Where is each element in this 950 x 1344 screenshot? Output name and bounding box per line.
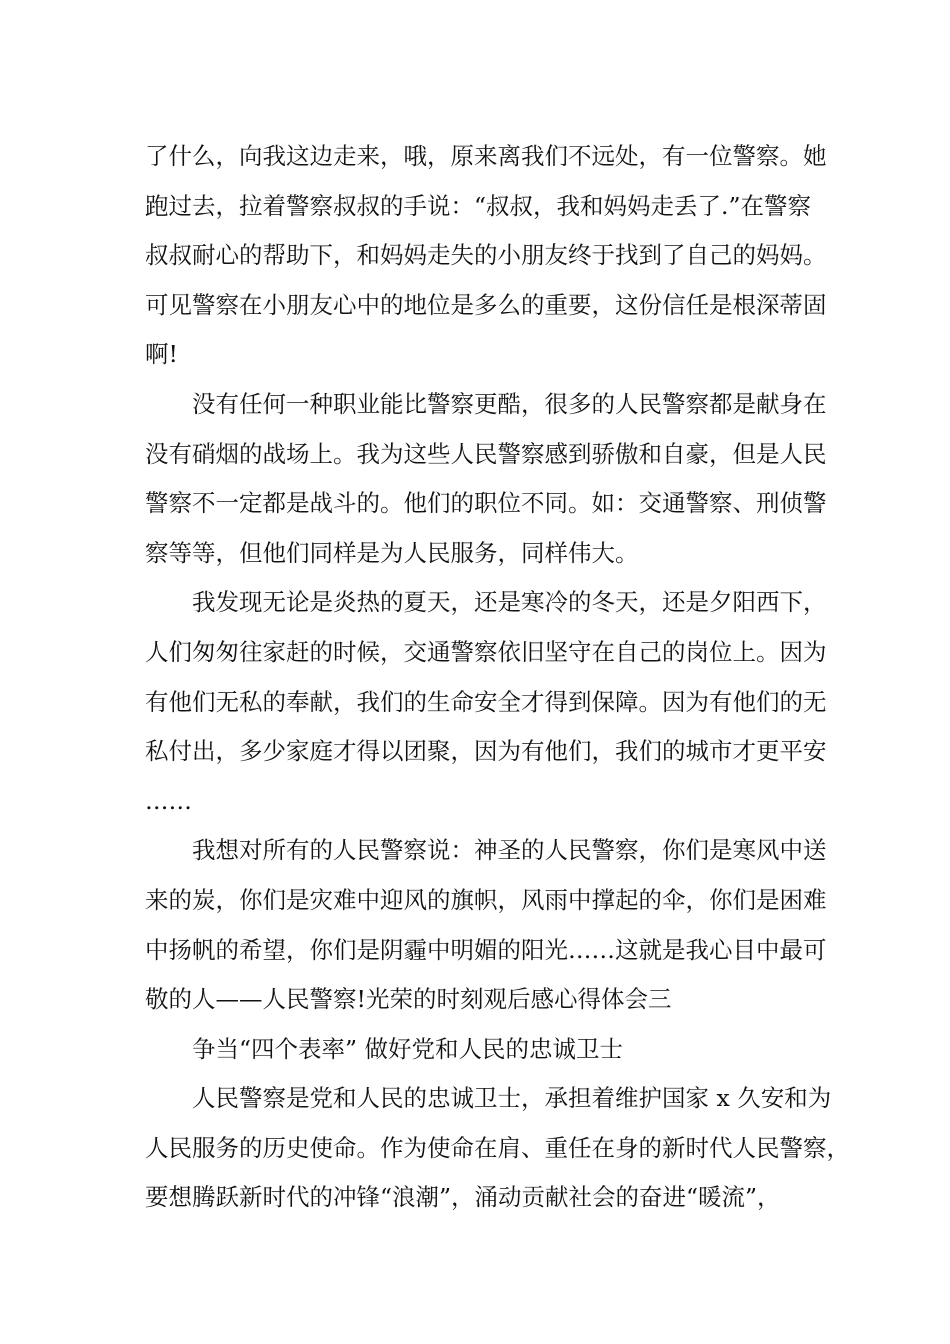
text-line: 人们匆匆往家赶的时候，交通警察依旧坚守在自己的岗位上。因为 xyxy=(145,637,827,666)
text-line: 没有硝烟的战场上。我为这些人民警察感到骄傲和自豪，但是人民 xyxy=(145,439,827,468)
text-line: 我想对所有的人民警察说：神圣的人民警察，你们是寒风中送 xyxy=(192,836,827,865)
paragraph xyxy=(145,1074,850,1223)
text-line: …… xyxy=(145,786,192,815)
section-heading xyxy=(145,1025,825,1075)
text-line: 敬的人——人民警察!光荣的时刻观后感心得体会三 xyxy=(145,985,672,1014)
text-line: 我发现无论是炎热的夏天，还是寒冷的冬天，还是夕阳西下， xyxy=(192,588,827,617)
text-line: 人民警察是党和人民的忠诚卫士，承担着维护国家 x 久安和为 xyxy=(192,1084,832,1113)
text-line: 跑过去，拉着警察叔叔的手说：“叔叔，我和妈妈走丢了.”在警察 xyxy=(145,191,811,220)
text-line: 争当“四个表率” 做好党和人民的忠诚卫士 xyxy=(192,1034,623,1063)
body-text xyxy=(145,132,850,1223)
paragraph xyxy=(145,380,825,578)
text-line: 人民服务的历史使命。作为使命在肩、重任在身的新时代人民警察， xyxy=(145,1133,850,1162)
text-line: 要想腾跃新时代的冲锋“浪潮”，涌动贡献社会的奋进“暖流”， xyxy=(145,1183,781,1212)
text-line: 叔叔耐心的帮助下，和妈妈走失的小朋友终于找到了自己的妈妈。 xyxy=(145,241,827,270)
text-line: 警察不一定都是战斗的。他们的职位不同。如：交通警察、刑侦警 xyxy=(145,489,827,518)
text-line: 有他们无私的奉献，我们的生命安全才得到保障。因为有他们的无 xyxy=(145,687,827,716)
text-line: 可见警察在小朋友心中的地位是多么的重要，这份信任是根深蒂固 xyxy=(145,290,827,319)
paragraph xyxy=(145,826,825,1024)
paragraph xyxy=(145,132,825,380)
paragraph xyxy=(145,578,825,826)
text-line: 中扬帆的希望，你们是阴霾中明媚的阳光……这就是我心目中最可 xyxy=(145,935,827,964)
text-line: 来的炭，你们是灾难中迎风的旗帜，风雨中撑起的伞，你们是困难 xyxy=(145,885,827,914)
text-line: 啊! xyxy=(145,340,178,369)
text-line: 察等等，但他们同样是为人民服务，同样伟大。 xyxy=(145,538,639,567)
text-line: 了什么，向我这边走来，哦，原来离我们不远处，有一位警察。她 xyxy=(145,142,827,170)
text-line: 私付出，多少家庭才得以团聚，因为有他们，我们的城市才更平安 xyxy=(145,737,827,766)
text-line: 没有任何一种职业能比警察更酷，很多的人民警察都是献身在 xyxy=(192,389,827,418)
